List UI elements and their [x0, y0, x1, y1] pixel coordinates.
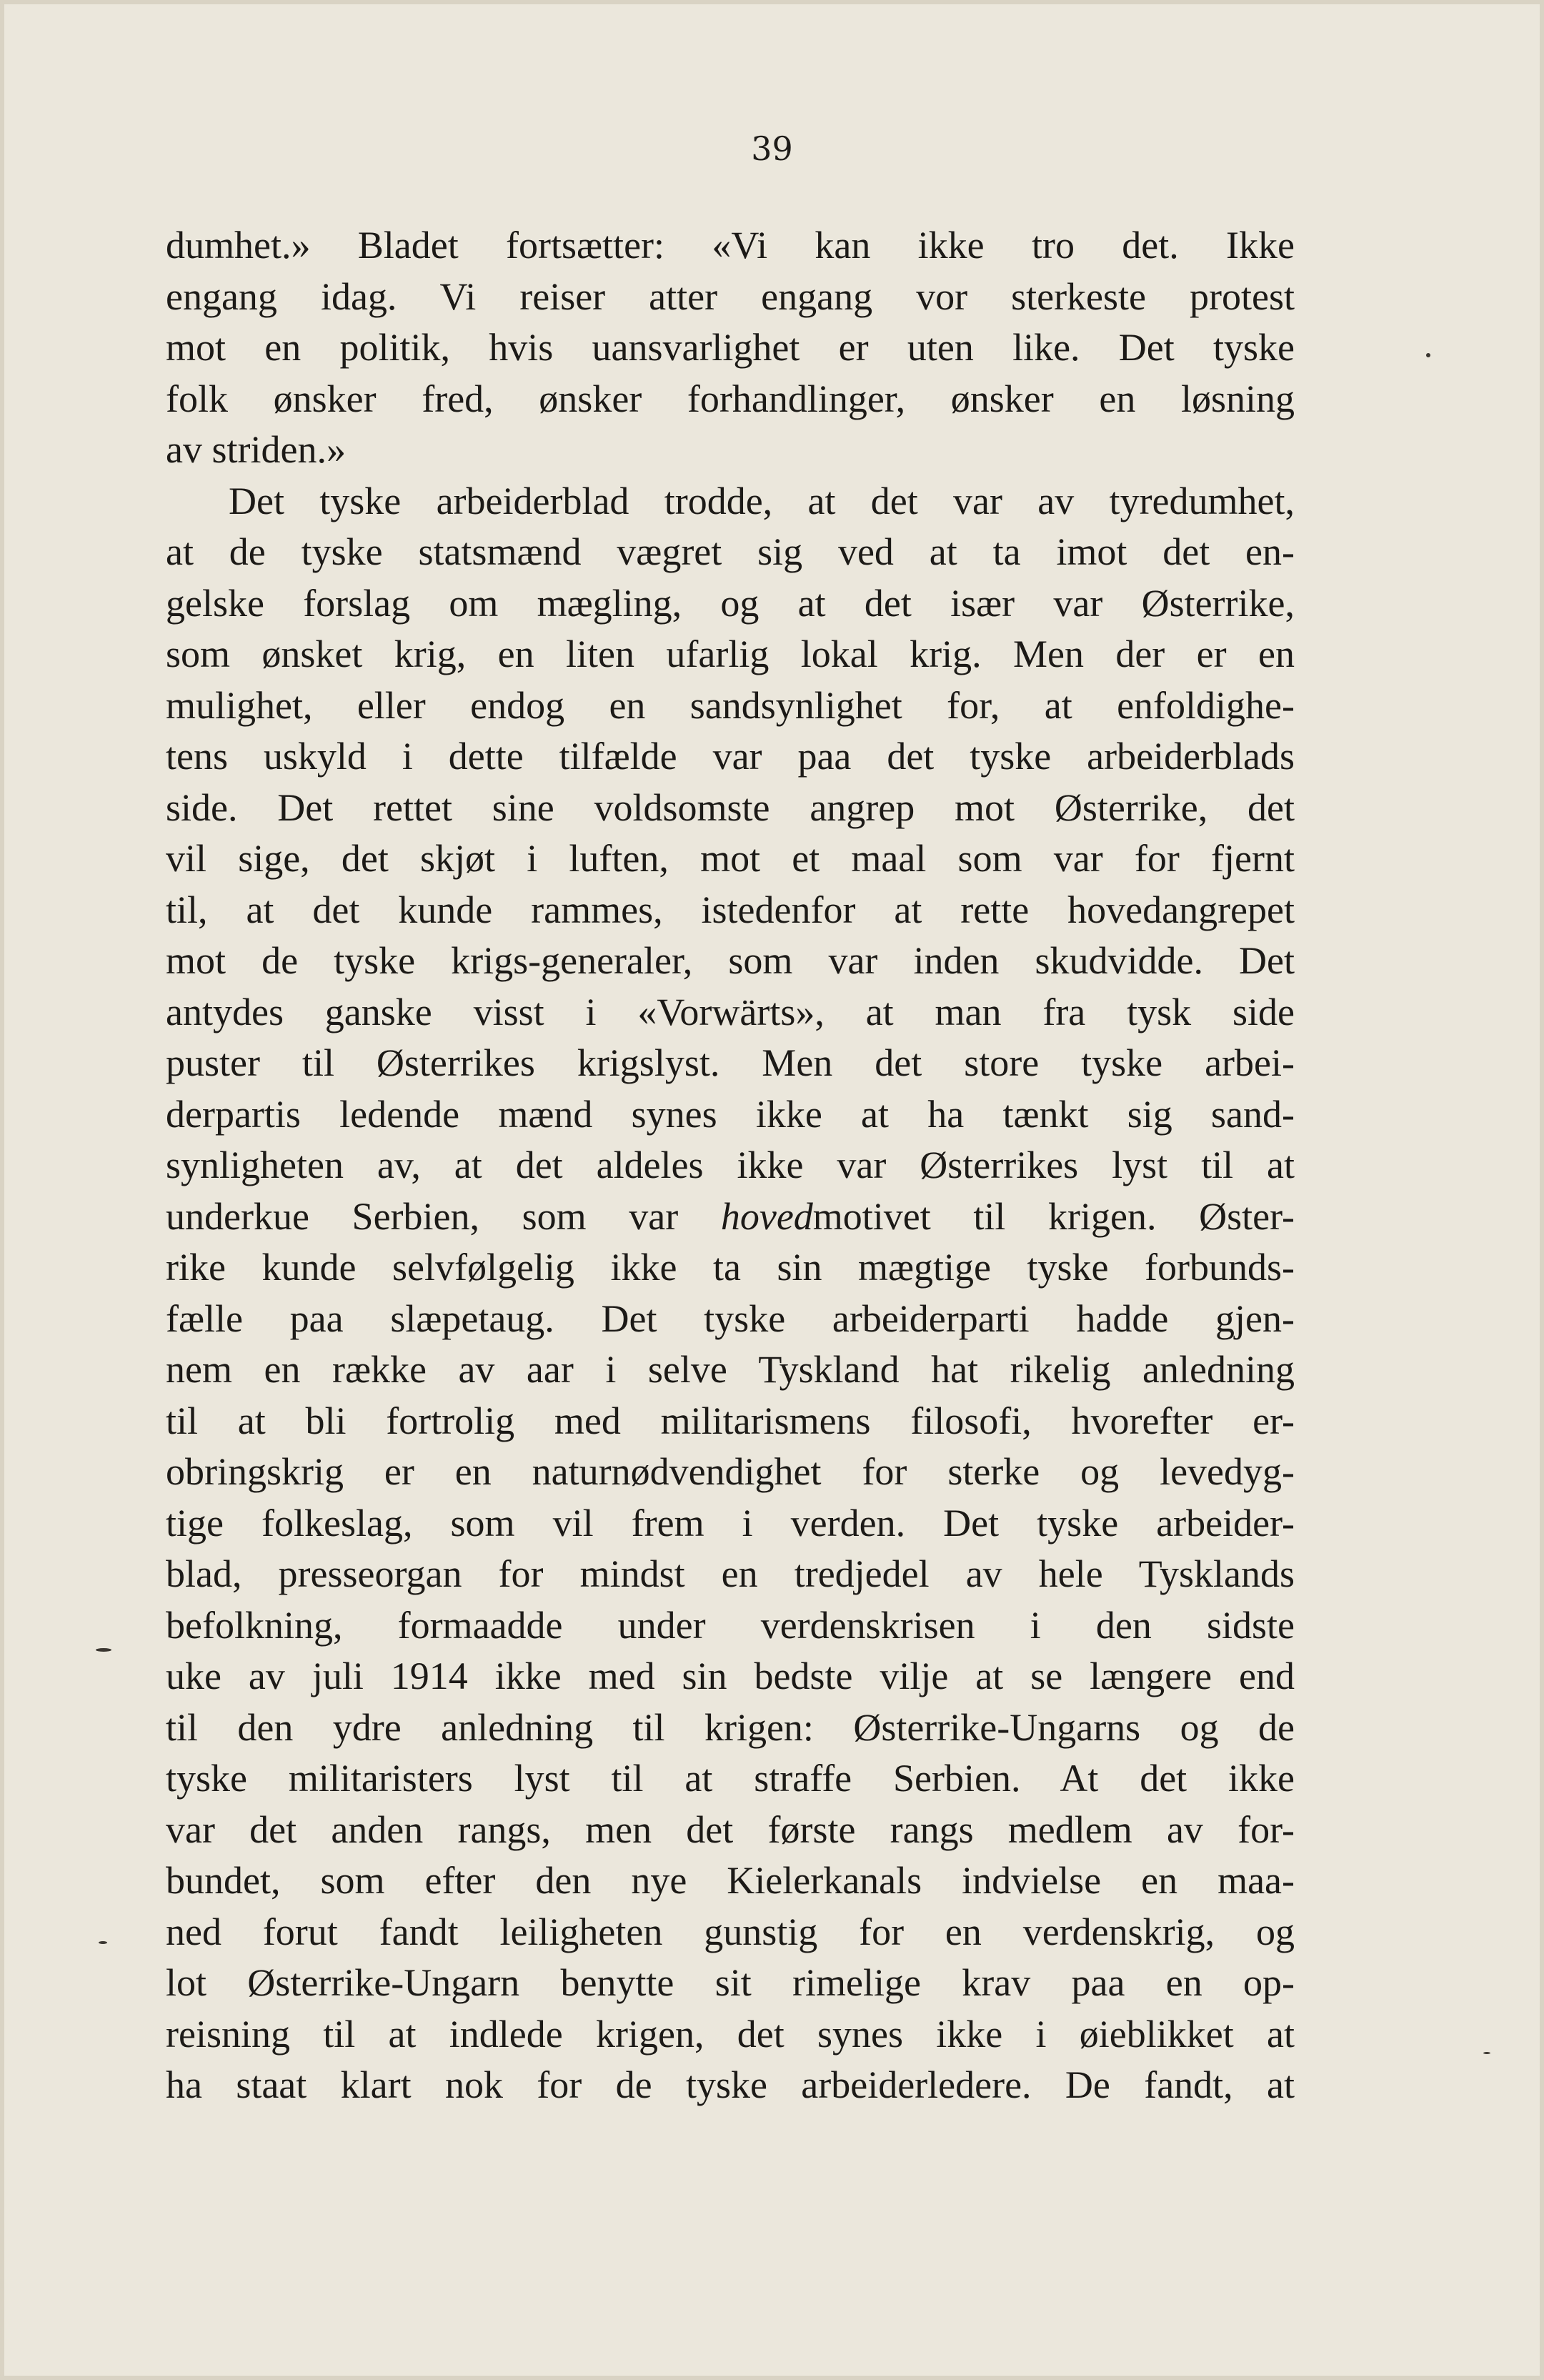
italic-emphasis: hoved [720, 1194, 813, 1238]
text-line: synligheten av, at det aldeles ikke var Østerrikes lyst til at [166, 1144, 1295, 1186]
text-line: var det anden rangs, men det første rangs medlem av for- [166, 1808, 1295, 1851]
paper-speck [1483, 2052, 1490, 2054]
text-line: befolkning, formaadde under verdenskrisen i den sidste [166, 1603, 1295, 1647]
text-line: lot Østerrike-Ungarn benytte sit rimelige krav paa en op- [166, 1961, 1295, 2004]
text-line: fælle paa slæpetaug. Det tyske arbeiderparti hadde gjen- [166, 1296, 1295, 1340]
text-line: mot de tyske krigs-generaler, som var inden skudvidde. Det [166, 939, 1295, 982]
text-line: ha staat klart nok for de tyske arbeiderledere. De fandt, at [166, 2063, 1295, 2106]
text-line: obringskrig er en naturnødvendighet for sterke og levedyg- [166, 1450, 1295, 1493]
paper-speck [1426, 353, 1430, 357]
text-line: nem en række av aar i selve Tyskland hat rikelig anledning [166, 1348, 1295, 1391]
text-line: vil sige, det skjøt i luften, mot et maal som var for fjernt [166, 837, 1295, 880]
text-line: til at bli fortrolig med militarismens filosofi, hvorefter er- [166, 1399, 1295, 1442]
text-line: til, at det kunde rammes, istedenfor at rette hovedangrepet [166, 888, 1295, 931]
text-line: tige folkeslag, som vil frem i verden. Det tyske arbeider- [166, 1501, 1295, 1544]
text-line: uke av juli 1914 ikke med sin bedste vilje at se længere end [166, 1655, 1295, 1697]
text-line: mot en politik, hvis uansvarlighet er uten like. Det tyske [166, 326, 1295, 369]
text-line: engang idag. Vi reiser atter engang vor sterkeste protest [166, 274, 1295, 318]
text-line: folk ønsker fred, ønsker forhandlinger, ønsker en løsning [166, 377, 1295, 420]
text-line: blad, presseorgan for mindst en tredjedel av hele Tysklands [166, 1552, 1295, 1595]
text-line: reisning til at indlede krigen, det synes ikke i øieblikket at [166, 2012, 1295, 2056]
text-line: ned forut fandt leiligheten gunstig for en verdenskrig, og [166, 1910, 1295, 1953]
text-line: Det tyske arbeiderblad trodde, at det var av tyredumhet, [229, 479, 1295, 522]
text-line: antydes ganske visst i «Vorwärts», at man fra tysk side [166, 990, 1295, 1033]
text-line: side. Det rettet sine voldsomste angrep mot Østerrike, det [166, 785, 1295, 829]
paper-speck [96, 1648, 111, 1652]
text-line: mulighet, eller endog en sandsynlighet for, at enfoldighe- [166, 683, 1295, 727]
paper-speck [99, 1941, 107, 1944]
text-line: derpartis ledende mænd synes ikke at ha tænkt sig sand- [166, 1092, 1295, 1136]
text-line: tyske militaristers lyst til at straffe Serbien. At det ikke [166, 1757, 1295, 1800]
text-line: dumhet.» Bladet fortsætter: «Vi kan ikke tro det. Ikke [166, 224, 1295, 267]
text-line [166, 1191, 1295, 1243]
text-line: tens uskyld i dette tilfælde var paa det tyske arbeiderblads [166, 735, 1295, 778]
text-line: av striden.» [166, 428, 346, 471]
text-line: at de tyske statsmænd vægret sig ved at ta imot det en- [166, 530, 1295, 573]
body-text [166, 220, 1295, 2111]
text-line: gelske forslag om mægling, og at det især var Østerrike, [166, 581, 1295, 625]
text-line: rike kunde selvfølgelig ikke ta sin mægtige tyske forbunds- [166, 1246, 1295, 1289]
page-number: 39 [751, 129, 793, 168]
text-line: puster til Østerrikes krigslyst. Men det store tyske arbei- [166, 1041, 1295, 1084]
text-line: til den ydre anledning til krigen: Østerrike-Ungarns og de [166, 1705, 1295, 1749]
text-line: bundet, som efter den nye Kielerkanals indvielse en maa- [166, 1859, 1295, 1902]
text-segment: motivet til krigen. Øster- [812, 1194, 1295, 1238]
text-segment: underkue Serbien, som var [166, 1194, 721, 1238]
text-line: som ønsket krig, en liten ufarlig lokal krig. Men der er en [166, 633, 1295, 675]
